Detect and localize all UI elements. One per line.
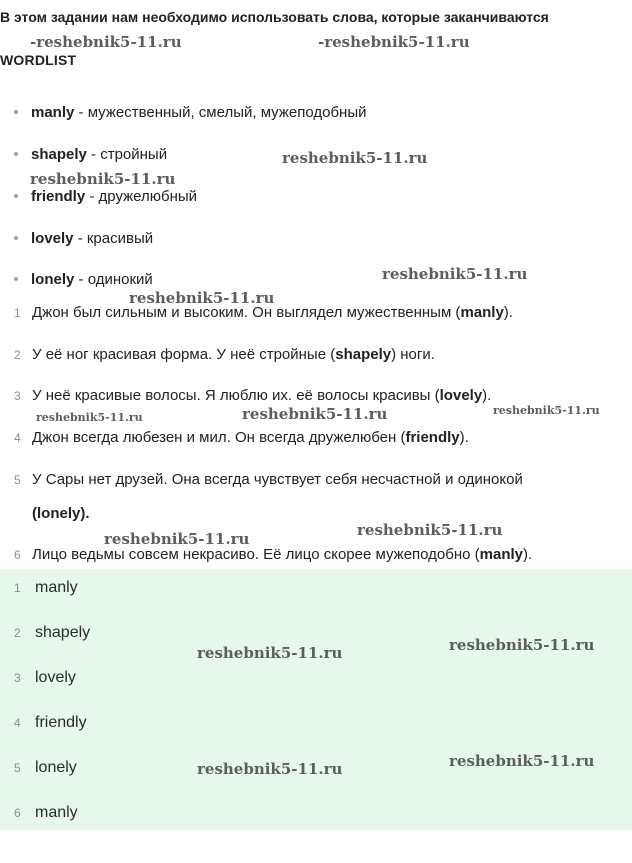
word: lonely (31, 271, 75, 288)
watermark: reshebnik5-11.ru (129, 289, 275, 307)
item-number: 3 (14, 389, 21, 403)
item-number: 3 (14, 671, 21, 685)
answer-item (14, 579, 78, 597)
sentence-item (14, 546, 532, 563)
wordlist-item (14, 271, 153, 288)
sentence-item (14, 304, 513, 321)
sentence-text: У Сары нет друзей. Она всегда чувствует себя несчастной и одинокой (32, 471, 523, 488)
sentence-continuation: (lonely). (32, 505, 90, 522)
answer-item (14, 714, 87, 732)
answer-text: manly (35, 804, 78, 821)
translation: - дружелюбный (85, 188, 198, 205)
answer-word: shapely (335, 346, 392, 363)
answer-item (14, 759, 77, 777)
word: friendly (31, 188, 86, 205)
sentence-text: У её ног красивая форма. У неё стройные ( (32, 346, 336, 363)
watermark: reshebnik5-11.ru (493, 404, 600, 417)
answer-word: manly (479, 546, 524, 563)
answer-item (14, 804, 78, 822)
sentence-item (14, 471, 523, 488)
watermark: -reshebnik5-11.ru (30, 33, 182, 51)
item-number: 4 (14, 716, 21, 730)
sentence-end: ). (459, 429, 469, 446)
word: manly (31, 104, 75, 121)
sentence-item (14, 387, 491, 404)
item-number: 2 (14, 626, 21, 640)
bullet-dot-icon (14, 194, 18, 198)
sentence-text: Джон всегда любезен и мил. Он всегда дружелюбен ( (32, 429, 406, 446)
translation: - стройный (86, 146, 168, 163)
word: shapely (31, 146, 87, 163)
bullet-dot-icon (14, 110, 18, 114)
sentence-text: Лицо ведьмы совсем некрасиво. Её лицо скорее мужеподобно ( (32, 546, 480, 563)
sentence-item (14, 429, 469, 446)
bullet-dot-icon (14, 277, 18, 281)
sentence-item (14, 346, 435, 363)
item-number: 1 (14, 306, 21, 320)
translation: - одинокий (74, 271, 153, 288)
wordlist-item (14, 104, 367, 121)
translation: - красивый (73, 230, 154, 247)
watermark: reshebnik5-11.ru (357, 521, 503, 539)
answers-panel (0, 569, 632, 830)
sentence-end: ). (523, 546, 533, 563)
answer-word: lovely (439, 387, 483, 404)
wordlist-item (14, 230, 153, 247)
sentence-end: ) ноги. (391, 346, 435, 363)
answer-text: lovely (35, 669, 76, 686)
answer-item (14, 669, 76, 687)
watermark: -reshebnik5-11.ru (318, 33, 470, 51)
watermark: reshebnik5-11.ru (197, 760, 343, 778)
answer-item (14, 624, 90, 642)
watermark: reshebnik5-11.ru (36, 411, 143, 424)
watermark: reshebnik5-11.ru (30, 170, 176, 188)
item-number: 5 (14, 473, 21, 487)
answer-word: manly (460, 304, 504, 321)
bullet-dot-icon (14, 236, 18, 240)
wordlist-item (14, 188, 197, 205)
answer-text: lonely (35, 759, 77, 776)
sentence-end: ). (503, 304, 513, 321)
answer-word: friendly (405, 429, 460, 446)
answer-text: manly (35, 579, 78, 596)
sentence-text: Джон был сильным и высоким. Он выглядел мужественным ( (32, 304, 461, 321)
watermark: reshebnik5-11.ru (449, 636, 595, 654)
item-number: 1 (14, 581, 21, 595)
wordlist-item (14, 146, 167, 163)
watermark: reshebnik5-11.ru (242, 405, 388, 423)
item-number: 5 (14, 761, 21, 775)
translation: - мужественный, смелый, мужеподобный (74, 104, 367, 121)
intro-text: В этом задании нам необходимо использовать слова, которые заканчиваются (0, 9, 549, 25)
item-number: 4 (14, 431, 21, 445)
watermark: reshebnik5-11.ru (104, 530, 250, 548)
item-number: 6 (14, 806, 21, 820)
item-number: 6 (14, 548, 21, 562)
watermark: reshebnik5-11.ru (382, 265, 528, 283)
watermark: reshebnik5-11.ru (282, 149, 428, 167)
watermark: reshebnik5-11.ru (449, 752, 595, 770)
answer-text: shapely (35, 624, 91, 641)
sentence-text: У неё красивые волосы. Я люблю их. её волосы красивы ( (32, 387, 440, 404)
sentence-end: ). (482, 387, 492, 404)
answer-text: friendly (35, 714, 87, 731)
bullet-dot-icon (14, 152, 18, 156)
word: lovely (31, 230, 74, 247)
watermark: reshebnik5-11.ru (197, 644, 343, 662)
wordlist-heading: WORDLIST (0, 52, 77, 68)
item-number: 2 (14, 348, 21, 362)
